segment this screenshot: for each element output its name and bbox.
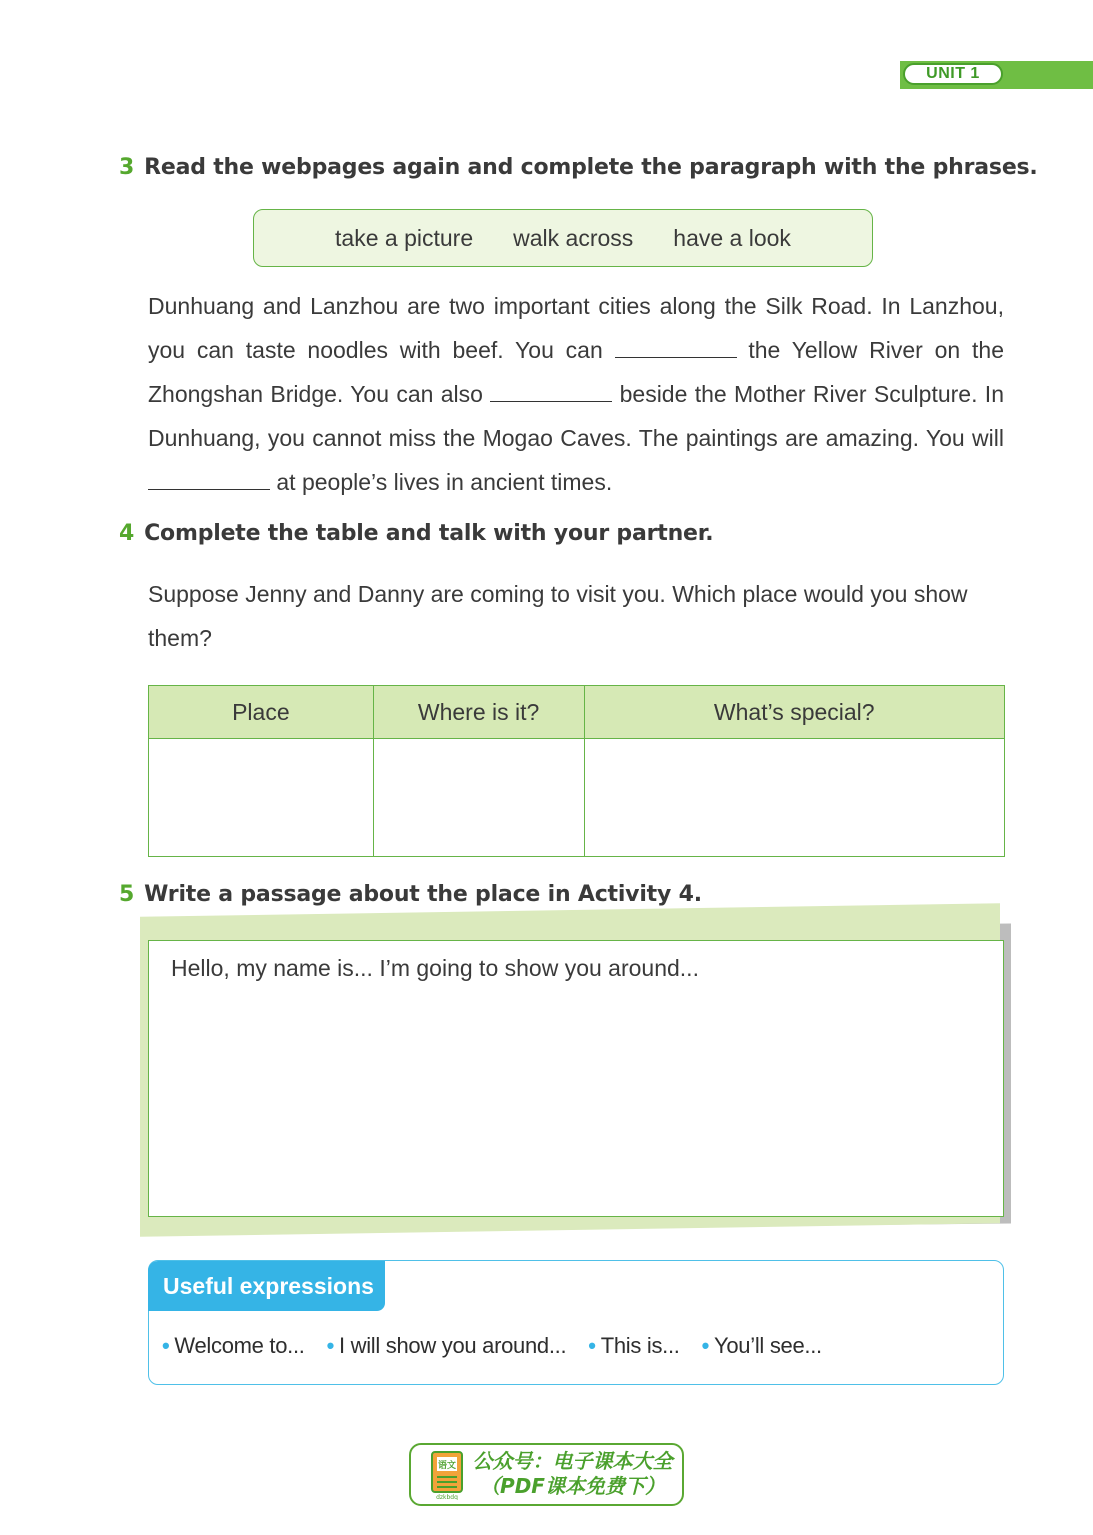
expression-item [588, 1333, 679, 1359]
bullet-icon: • [588, 1333, 596, 1358]
expression-text: Welcome to... [174, 1333, 305, 1358]
paragraph-text: Dunhuang, you cannot miss the Mogao Caves. The paintings are amazing. You will [148, 425, 1004, 451]
activity-5-heading [119, 882, 702, 907]
paragraph-text: the Yellow River on the [736, 337, 1004, 363]
phrase-item: take a picture [335, 224, 474, 251]
book-icon-text: 语文 [437, 1461, 457, 1471]
unit-label: UNIT 1 [903, 63, 1003, 85]
activity-number: 3 [119, 155, 135, 180]
watermark-text [470, 1449, 675, 1499]
activity-number: 5 [119, 882, 135, 907]
expression-text: This is... [600, 1333, 680, 1358]
fill-in-paragraph [148, 284, 1004, 504]
useful-expressions-list [162, 1333, 822, 1359]
table-header-row [149, 686, 1005, 739]
activity-4-heading [119, 521, 713, 546]
paragraph-text: Dunhuang and Lanzhou are two important cities along the Silk Road. In Lanzhou, [148, 293, 1004, 319]
column-header: Where is it? [373, 686, 584, 739]
watermark-line: （PDF课本免费下） [480, 1474, 665, 1498]
expression-text: I will show you around... [339, 1333, 567, 1358]
book-icon-subtext: dzkbdq [436, 1494, 458, 1500]
bullet-icon: • [162, 1333, 170, 1358]
activity-instruction: Read the webpages again and complete the paragraph with the phrases. [144, 155, 1038, 180]
place-cell[interactable] [149, 739, 374, 857]
bullet-icon: • [326, 1333, 334, 1358]
writing-area[interactable] [148, 940, 1004, 1217]
expression-item [702, 1333, 822, 1359]
location-cell[interactable] [373, 739, 584, 857]
paragraph-line [148, 416, 1004, 460]
place-table [148, 685, 1005, 857]
column-header: Place [149, 686, 374, 739]
writing-starter: Hello, my name is... I’m going to show you around... [171, 955, 699, 981]
column-header: What’s special? [584, 686, 1005, 739]
book-icon [430, 1450, 464, 1500]
expression-text: You’ll see... [714, 1333, 822, 1358]
watermark-line: 公众号：电子课本大全 [472, 1449, 673, 1473]
intro-line: Suppose Jenny and Danny are coming to visit you. Which place would you show [148, 581, 968, 607]
activity-instruction: Complete the table and talk with your partner. [144, 521, 714, 546]
answer-blank[interactable] [615, 331, 737, 358]
paragraph-line [148, 372, 1004, 416]
answer-blank[interactable] [490, 375, 612, 402]
special-cell[interactable] [584, 739, 1005, 857]
expression-item [162, 1333, 305, 1359]
activity-instruction: Write a passage about the place in Activity 4. [144, 882, 702, 907]
expression-item [327, 1333, 567, 1359]
paragraph-text: beside the Mother River Sculpture. In [612, 381, 1004, 407]
table-row [149, 739, 1005, 857]
paragraph-line [148, 460, 1004, 504]
activity-3-heading [119, 155, 1038, 180]
phrase-box [253, 209, 873, 267]
phrase-item: walk across [513, 224, 634, 251]
paragraph-line [148, 284, 1004, 328]
paragraph-text: Zhongshan Bridge. You can also [148, 381, 491, 407]
bullet-icon: • [701, 1333, 710, 1358]
paragraph-line [148, 328, 1004, 372]
answer-blank[interactable] [148, 463, 270, 490]
activity-4-intro [148, 572, 1004, 660]
useful-expressions-title: Useful expressions [148, 1261, 385, 1311]
activity-number: 4 [119, 521, 135, 546]
paragraph-text: at people’s lives in ancient times. [270, 469, 613, 495]
intro-line: them? [148, 625, 212, 651]
paragraph-text: you can taste noodles with beef. You can [148, 337, 615, 363]
phrase-item: have a look [673, 224, 791, 251]
